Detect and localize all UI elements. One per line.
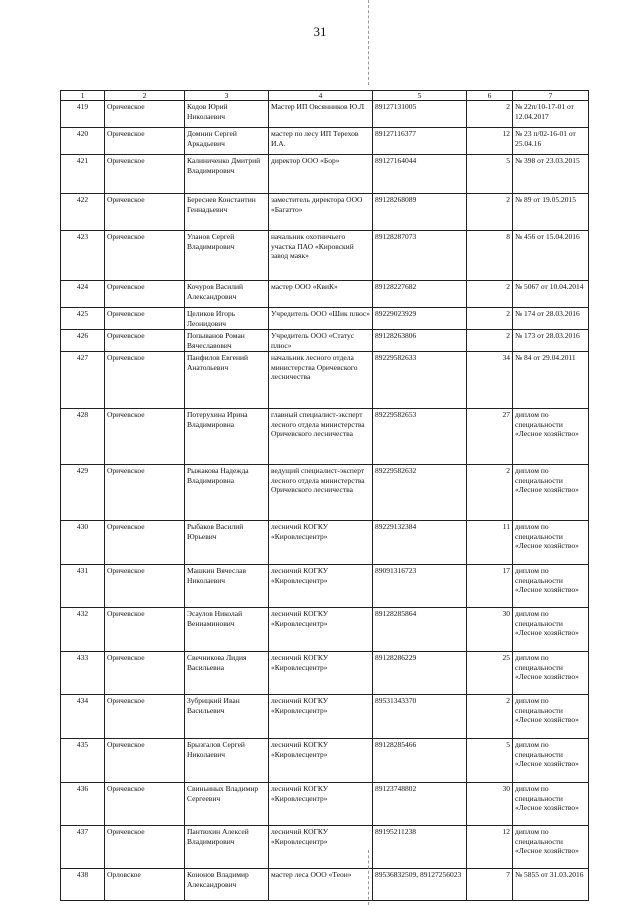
- district-cell: Оричевское: [105, 128, 185, 155]
- note-cell: № 174 от 28.03.2016: [513, 308, 589, 330]
- experience-cell: 2: [467, 194, 513, 231]
- position-cell: Мастер ИП Овсянников Ю.Л: [269, 101, 373, 128]
- position-cell: начальник лесного отдела министерства Оричевского лесничества: [269, 352, 373, 409]
- experience-cell: 12: [467, 826, 513, 869]
- name-cell: Береснев Константин Геннадьевич: [185, 194, 269, 231]
- note-cell: диплом по специальности «Лесное хозяйство»: [513, 409, 589, 465]
- district-cell: Оричевское: [105, 465, 185, 521]
- table-row: [61, 281, 589, 308]
- position-cell: директор ООО «Бор»: [269, 155, 373, 194]
- table-row: [61, 409, 589, 465]
- position-cell: Учредитель ООО «Статус плюс»: [269, 330, 373, 352]
- row-number: 434: [61, 695, 105, 739]
- district-cell: Оричевское: [105, 783, 185, 826]
- name-cell: Кочуров Василий Александрович: [185, 281, 269, 308]
- district-cell: Оричевское: [105, 308, 185, 330]
- table-row: [61, 330, 589, 352]
- row-number: 432: [61, 608, 105, 652]
- row-number: 423: [61, 231, 105, 281]
- phone-cell: 89127131005: [373, 101, 467, 128]
- column-header: 2: [105, 91, 185, 101]
- row-number: 429: [61, 465, 105, 521]
- note-cell: диплом по специальности «Лесное хозяйство»: [513, 565, 589, 608]
- name-cell: Потерухина Ирина Владимировна: [185, 409, 269, 465]
- table-row: [61, 521, 589, 565]
- phone-cell: 89128268089: [373, 194, 467, 231]
- experience-cell: 34: [467, 352, 513, 409]
- position-cell: лесничий КОГКУ «Кировлесцентр»: [269, 521, 373, 565]
- header-row: [61, 91, 589, 101]
- district-cell: Оричевское: [105, 565, 185, 608]
- column-header: 4: [269, 91, 373, 101]
- phone-cell: 89127164044: [373, 155, 467, 194]
- name-cell: Рыжакова Надежда Владимировна: [185, 465, 269, 521]
- note-cell: № 456 от 15.04.2016: [513, 231, 589, 281]
- note-cell: диплом по специальности «Лесное хозяйство»: [513, 521, 589, 565]
- district-cell: Оричевское: [105, 194, 185, 231]
- row-number: 428: [61, 409, 105, 465]
- column-header: 7: [513, 91, 589, 101]
- experience-cell: 2: [467, 695, 513, 739]
- phone-cell: 89127116377: [373, 128, 467, 155]
- phone-cell: 89229582632: [373, 465, 467, 521]
- table-row: [61, 352, 589, 409]
- note-cell: диплом по специальности «Лесное хозяйство»: [513, 739, 589, 783]
- row-number: 438: [61, 869, 105, 901]
- district-cell: Оричевское: [105, 352, 185, 409]
- column-header: 6: [467, 91, 513, 101]
- name-cell: Зубрицкий Иван Васильевич: [185, 695, 269, 739]
- district-cell: Оричевское: [105, 281, 185, 308]
- position-cell: лесничий КОГКУ «Кировлесцентр»: [269, 608, 373, 652]
- table-row: [61, 465, 589, 521]
- position-cell: главный специалист-эксперт лесного отдела министерства Оричевского лесничества: [269, 409, 373, 465]
- table-row: [61, 652, 589, 695]
- phone-cell: 89128285864: [373, 608, 467, 652]
- row-number: 422: [61, 194, 105, 231]
- phone-cell: 89536832509, 89127256023: [373, 869, 467, 901]
- district-cell: Оричевское: [105, 608, 185, 652]
- note-cell: диплом по специальности «Лесное хозяйство»: [513, 826, 589, 869]
- phone-cell: 89123748802: [373, 783, 467, 826]
- experience-cell: 17: [467, 565, 513, 608]
- note-cell: диплом по специальности «Лесное хозяйство»: [513, 608, 589, 652]
- experience-cell: 12: [467, 128, 513, 155]
- phone-cell: 89128286229: [373, 652, 467, 695]
- district-cell: Оричевское: [105, 330, 185, 352]
- table-row: [61, 695, 589, 739]
- district-cell: Орловское: [105, 869, 185, 901]
- experience-cell: 30: [467, 608, 513, 652]
- experience-cell: 2: [467, 281, 513, 308]
- table-row: [61, 608, 589, 652]
- phone-cell: 89128287073: [373, 231, 467, 281]
- name-cell: Кодов Юрий Николаевич: [185, 101, 269, 128]
- district-cell: Оричевское: [105, 101, 185, 128]
- name-cell: Брызгалов Сергей Николаевич: [185, 739, 269, 783]
- phone-cell: 89091316723: [373, 565, 467, 608]
- district-cell: Оричевское: [105, 826, 185, 869]
- phone-cell: 89229582633: [373, 352, 467, 409]
- table-row: [61, 155, 589, 194]
- note-cell: диплом по специальности «Лесное хозяйство»: [513, 465, 589, 521]
- experience-cell: 7: [467, 869, 513, 901]
- phone-cell: 89128285466: [373, 739, 467, 783]
- position-cell: лесничий КОГКУ «Кировлесцентр»: [269, 695, 373, 739]
- phone-cell: 89128263806: [373, 330, 467, 352]
- note-cell: диплом по специальности «Лесное хозяйство»: [513, 695, 589, 739]
- row-number: 435: [61, 739, 105, 783]
- position-cell: лесничий КОГКУ «Кировлесцентр»: [269, 826, 373, 869]
- phone-cell: 89128227682: [373, 281, 467, 308]
- note-cell: диплом по специальности «Лесное хозяйство»: [513, 783, 589, 826]
- note-cell: № 398 от 23.03.2015: [513, 155, 589, 194]
- phone-cell: 89195211238: [373, 826, 467, 869]
- experience-cell: 2: [467, 330, 513, 352]
- position-cell: лесничий КОГКУ «Кировлесцентр»: [269, 783, 373, 826]
- row-number: 424: [61, 281, 105, 308]
- name-cell: Домнин Сергей Аркадьевич: [185, 128, 269, 155]
- position-cell: мастер по лесу ИП Терехов И.А.: [269, 128, 373, 155]
- position-cell: ведущий специалист-эксперт лесного отдела министерства Оричевского лесничества: [269, 465, 373, 521]
- row-number: 437: [61, 826, 105, 869]
- row-number: 426: [61, 330, 105, 352]
- position-cell: Учредитель ООО «Шик плюс»: [269, 308, 373, 330]
- experience-cell: 5: [467, 155, 513, 194]
- table-row: [61, 231, 589, 281]
- name-cell: Свечникова Лидия Васильевна: [185, 652, 269, 695]
- note-cell: № 173 от 28.03.2016: [513, 330, 589, 352]
- name-cell: Машкин Вячеслав Николаевич: [185, 565, 269, 608]
- position-cell: начальник охотничьего участка ПАО «Кировский завод маяк»: [269, 231, 373, 281]
- table-row: [61, 308, 589, 330]
- experience-cell: 27: [467, 409, 513, 465]
- experience-cell: 30: [467, 783, 513, 826]
- name-cell: Уланов Сергей Владимирович: [185, 231, 269, 281]
- experience-cell: 2: [467, 465, 513, 521]
- experience-cell: 5: [467, 739, 513, 783]
- note-cell: № 5067 от 10.04.2014: [513, 281, 589, 308]
- position-cell: мастер ООО «КвиК»: [269, 281, 373, 308]
- note-cell: диплом по специальности «Лесное хозяйство»: [513, 652, 589, 695]
- experience-cell: 25: [467, 652, 513, 695]
- position-cell: лесничий КОГКУ «Кировлесцентр»: [269, 652, 373, 695]
- table-row: [61, 783, 589, 826]
- name-cell: Рыбаков Василий Юрьевич: [185, 521, 269, 565]
- name-cell: Эсаулов Николай Вениаминович: [185, 608, 269, 652]
- position-cell: мастер леса ООО «Теон»: [269, 869, 373, 901]
- position-cell: лесничий КОГКУ «Кировлесцентр»: [269, 739, 373, 783]
- row-number: 421: [61, 155, 105, 194]
- district-cell: Оричевское: [105, 231, 185, 281]
- table-row: [61, 128, 589, 155]
- name-cell: Попыванов Роман Вячеславович: [185, 330, 269, 352]
- district-cell: Оричевское: [105, 155, 185, 194]
- note-cell: № 84 от 29.04.2011: [513, 352, 589, 409]
- name-cell: Свиньиных Владимир Сергеевич: [185, 783, 269, 826]
- table-row: [61, 101, 589, 128]
- phone-cell: 89229023929: [373, 308, 467, 330]
- position-cell: лесничий КОГКУ «Кировлесцентр»: [269, 565, 373, 608]
- experience-cell: 8: [467, 231, 513, 281]
- page-number: 31: [313, 24, 327, 39]
- note-cell: № 5855 от 31.03.2016: [513, 869, 589, 901]
- scan-mark: [368, 0, 370, 85]
- row-number: 427: [61, 352, 105, 409]
- row-number: 430: [61, 521, 105, 565]
- name-cell: Пантюхин Алексей Владимирович: [185, 826, 269, 869]
- district-cell: Оричевское: [105, 521, 185, 565]
- registry-table: [60, 90, 589, 901]
- row-number: 431: [61, 565, 105, 608]
- phone-cell: 89531343370: [373, 695, 467, 739]
- row-number: 425: [61, 308, 105, 330]
- column-header: 3: [185, 91, 269, 101]
- phone-cell: 89229582653: [373, 409, 467, 465]
- note-cell: № 22п/10-17-01 от 12.04.2017: [513, 101, 589, 128]
- district-cell: Оричевское: [105, 739, 185, 783]
- name-cell: Калиниченко Дмитрий Владимирович: [185, 155, 269, 194]
- note-cell: № 23 п/02-16-01 от 25.04.16: [513, 128, 589, 155]
- position-cell: заместитель директора ООО «Багатто»: [269, 194, 373, 231]
- table-row: [61, 739, 589, 783]
- row-number: 436: [61, 783, 105, 826]
- note-cell: № 89 от 19.05.2015: [513, 194, 589, 231]
- row-number: 433: [61, 652, 105, 695]
- district-cell: Оричевское: [105, 652, 185, 695]
- experience-cell: 2: [467, 308, 513, 330]
- table-row: [61, 194, 589, 231]
- scan-mark: [368, 850, 370, 905]
- table-row: [61, 869, 589, 901]
- row-number: 420: [61, 128, 105, 155]
- phone-cell: 89229132384: [373, 521, 467, 565]
- table-row: [61, 826, 589, 869]
- name-cell: Целиков Игорь Леонидович: [185, 308, 269, 330]
- district-cell: Оричевское: [105, 409, 185, 465]
- name-cell: Панфилов Евгений Анатольевич: [185, 352, 269, 409]
- experience-cell: 2: [467, 101, 513, 128]
- column-header: 1: [61, 91, 105, 101]
- column-header: 5: [373, 91, 467, 101]
- district-cell: Оричевское: [105, 695, 185, 739]
- table-row: [61, 565, 589, 608]
- name-cell: Кононов Владимир Александрович: [185, 869, 269, 901]
- experience-cell: 11: [467, 521, 513, 565]
- row-number: 419: [61, 101, 105, 128]
